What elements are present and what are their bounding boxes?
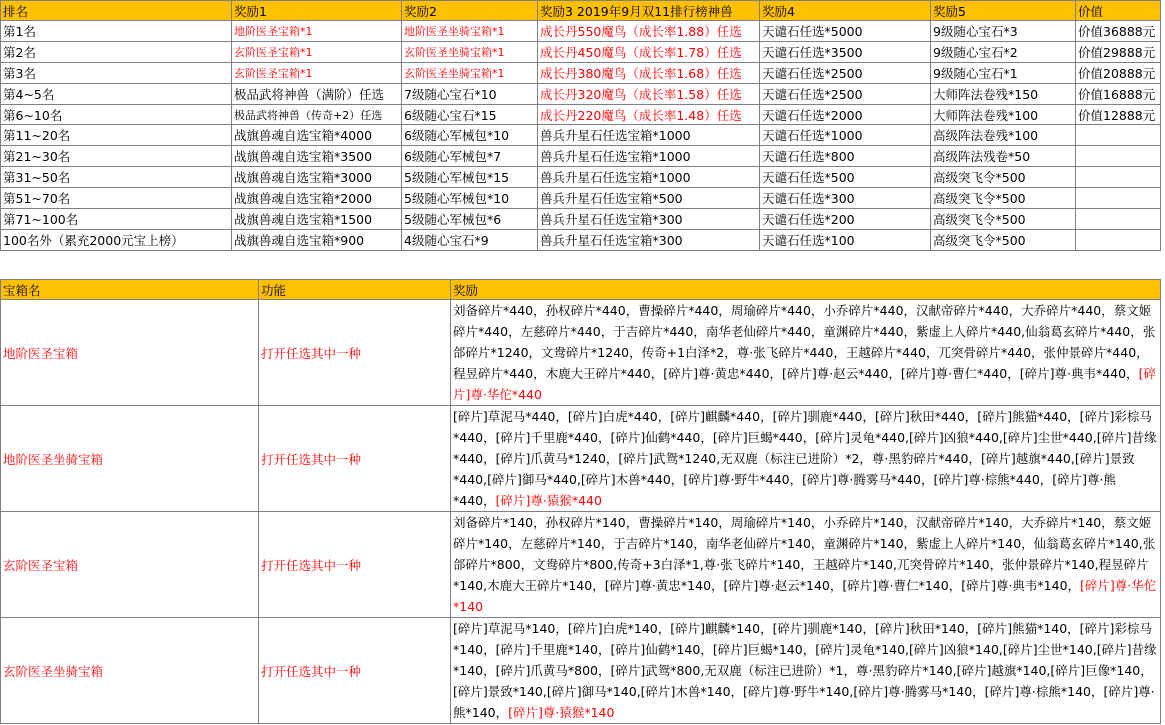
- rank-cell: 第2名: [1, 41, 232, 62]
- table-row: [1, 188, 1161, 209]
- value-cell: 价值16888元: [1076, 83, 1161, 104]
- header-reward3: 奖励3 2019年9月双11排行榜神兽: [538, 1, 760, 21]
- reward-text: 刘备碎片*140，孙权碎片*140，曹操碎片*140，周瑜碎片*140，小乔碎片*140，汉献帝碎片*140，大乔碎片*140，蔡文姬碎片*140，左慈碎片*140，于吉碎片*140，南华老仙碎片*140，童渊碎片*140，紫虚上人碎片*140，仙翁葛玄碎片*140,张郃碎片*800，文鸯碎片*800,传奇+3白泽*1,尊·张飞碎片*140，王越碎片*140,兀突骨碎片*140，张仲景碎片*140,程昱碎片*140,木鹿大王碎片*140，[碎片]尊·黄忠*140，[碎片]尊·赵云*140，[碎片]尊·曹仁*140，[碎片]尊·典韦*140，: [453, 515, 1156, 593]
- table-row: [1, 146, 1161, 167]
- value-cell: [1076, 146, 1161, 167]
- reward4-cell: 天谴石任选*500: [760, 167, 931, 188]
- reward3-cell: 兽兵升星石任选宝箱*1000: [538, 167, 760, 188]
- value-cell: [1076, 229, 1161, 250]
- table-row: [1, 125, 1161, 146]
- box-function-cell: 打开任选其中一种: [259, 512, 451, 618]
- rank-cell: 第4~5名: [1, 83, 232, 104]
- reward2-cell: 6级随心宝石*15: [402, 104, 538, 125]
- reward2-cell: 玄阶医圣坐骑宝箱*1: [402, 62, 538, 83]
- reward-text: [碎片]草泥马*440，[碎片]白虎*440，[碎片]麒麟*440，[碎片]驯鹿*440，[碎片]秋田*440，[碎片]熊猫*440，[碎片]彩棕马*440，[碎片]千里鹿*440，[碎片]仙鹤*440，[碎片]巨蝎*440，[碎片]灵龟*440,[碎片]凶狼*440,[碎片]尘世*440,[碎片]昔缘*440，[碎片]爪黄马*1240，[碎片]武鸳*1240,无双鹿（标注已进阶）*2，尊·黑豹碎片*440，[碎片]越旗*440,[碎片]景致*440,[碎片]御马*440,[碎片]木兽*440，[碎片]尊·野牛*440，[碎片]尊·腾雾马*440，[碎片]尊·棕熊*440，[碎片]尊·熊*440，: [453, 409, 1157, 508]
- reward5-cell: 高级突飞令*500: [931, 188, 1076, 209]
- table-row: [1, 512, 1161, 618]
- reward2-cell: 5级随心军械包*6: [402, 209, 538, 230]
- reward5-cell: 9级随心宝石*3: [931, 21, 1076, 42]
- reward2-cell: 6级随心军械包*7: [402, 146, 538, 167]
- value-cell: [1076, 125, 1161, 146]
- reward3-cell: 兽兵升星石任选宝箱*300: [538, 209, 760, 230]
- reward2-cell: 6级随心军械包*10: [402, 125, 538, 146]
- reward4-cell: 天谴石任选*3500: [760, 41, 931, 62]
- value-cell: 价值36888元: [1076, 21, 1161, 42]
- reward5-cell: 高级突飞令*500: [931, 229, 1076, 250]
- reward5-cell: 大师阵法卷残*100: [931, 104, 1076, 125]
- reward2-cell: 5级随心军械包*10: [402, 188, 538, 209]
- reward1-cell: 玄阶医圣宝箱*1: [232, 62, 402, 83]
- box-reward-cell: [451, 406, 1161, 512]
- box-function-cell: 打开任选其中一种: [259, 618, 451, 724]
- treasure-box-table: [0, 279, 1161, 724]
- reward1-cell: 战旗兽魂自选宝箱*1500: [232, 209, 402, 230]
- table-row: [1, 104, 1161, 125]
- table-row: [1, 62, 1161, 83]
- reward3-cell: 成长丹450魔鸟（成长率1.78）任选: [538, 41, 760, 62]
- reward2-cell: 地阶医圣坐骑宝箱*1: [402, 21, 538, 42]
- reward4-cell: 天谴石任选*100: [760, 229, 931, 250]
- header-reward1: 奖励1: [232, 1, 402, 21]
- reward-highlight: [碎片]尊·华佗*440: [453, 366, 1156, 402]
- value-cell: 价值12888元: [1076, 104, 1161, 125]
- reward2-cell: 5级随心军械包*15: [402, 167, 538, 188]
- reward2-cell: 7级随心宝石*10: [402, 83, 538, 104]
- table-row: [1, 21, 1161, 42]
- reward4-cell: 天谴石任选*5000: [760, 21, 931, 42]
- reward4-cell: 天谴石任选*800: [760, 146, 931, 167]
- box-function-cell: 打开任选其中一种: [259, 406, 451, 512]
- reward2-cell: 玄阶医圣坐骑宝箱*1: [402, 41, 538, 62]
- rank-cell: 第51~70名: [1, 188, 232, 209]
- header-reward2: 奖励2: [402, 1, 538, 21]
- rank-cell: 第11~20名: [1, 125, 232, 146]
- reward3-cell: 兽兵升星石任选宝箱*500: [538, 188, 760, 209]
- value-cell: [1076, 188, 1161, 209]
- reward4-cell: 天谴石任选*1000: [760, 125, 931, 146]
- table-row: [1, 41, 1161, 62]
- header-reward5: 奖励5: [931, 1, 1076, 21]
- reward3-cell: 兽兵升星石任选宝箱*1000: [538, 146, 760, 167]
- reward5-cell: 高级阵法卷残*100: [931, 125, 1076, 146]
- value-cell: [1076, 209, 1161, 230]
- reward-highlight: [碎片]尊·猿猴*140: [508, 705, 615, 720]
- rank-cell: 第71~100名: [1, 209, 232, 230]
- table-row: [1, 167, 1161, 188]
- reward1-cell: 极品武将神兽（满阶）任选: [232, 83, 402, 104]
- reward-text: [碎片]草泥马*140，[碎片]白虎*140，[碎片]麒麟*140，[碎片]驯鹿*140，[碎片]秋田*140，[碎片]熊猫*140，[碎片]彩棕马*140，[碎片]千里鹿*140，[碎片]仙鹤*140，[碎片]巨蝎*140，[碎片]灵龟*140,[碎片]凶狼*140,[碎片]尘世*140,[碎片]昔缘*140，[碎片]爪黄马*800，[碎片]武鸳*800,无双鹿（标注已进阶）*1，尊·黑豹碎片*140,[碎片]越旗*140,[碎片]巨像*140，[碎片]景致*140,[碎片]御马*140,[碎片]木兽*140，[碎片]尊·野牛*140,[碎片]尊·腾雾马*140，[碎片]尊·棕熊*140，[碎片]尊·熊*140，: [453, 621, 1157, 720]
- reward3-cell: 成长丹380魔鸟（成长率1.68）任选: [538, 62, 760, 83]
- reward-text: 刘备碎片*440，孙权碎片*440，曹操碎片*440，周瑜碎片*440，小乔碎片*440，汉献帝碎片*440，大乔碎片*440，蔡文姬碎片*440，左慈碎片*440，于吉碎片*440，南华老仙碎片*440，童渊碎片*440，紫虚上人碎片*440,仙翁葛玄碎片*440，张郃碎片*1240，文鸯碎片*1240，传奇+1白泽*2，尊·张飞碎片*440，王越碎片*440，兀突骨碎片*440，张仲景碎片*440，程昱碎片*440，木鹿大王碎片*440，[碎片]尊·黄忠*440，[碎片]尊·赵云*440，[碎片]尊·曹仁*440，[碎片]尊·典韦*440，: [453, 303, 1156, 381]
- rank-cell: 第31~50名: [1, 167, 232, 188]
- header-function: 功能: [259, 280, 451, 300]
- value-cell: 价值20888元: [1076, 62, 1161, 83]
- box-reward-cell: [451, 618, 1161, 724]
- rank-cell: 第21~30名: [1, 146, 232, 167]
- reward2-cell: 4级随心宝石*9: [402, 229, 538, 250]
- table-row: [1, 229, 1161, 250]
- reward3-cell: 兽兵升星石任选宝箱*1000: [538, 125, 760, 146]
- reward4-cell: 天谴石任选*200: [760, 209, 931, 230]
- reward4-cell: 天谴石任选*300: [760, 188, 931, 209]
- reward4-cell: 天谴石任选*2500: [760, 62, 931, 83]
- box-name-cell: 地阶医圣坐骑宝箱: [1, 406, 259, 512]
- table-row: [1, 300, 1161, 406]
- reward1-cell: 地阶医圣宝箱*1: [232, 21, 402, 42]
- reward-highlight: [碎片]尊·猿猴*440: [495, 493, 602, 508]
- reward4-cell: 天谴石任选*2000: [760, 104, 931, 125]
- rank-reward-table: [0, 0, 1161, 251]
- box-name-cell: 玄阶医圣宝箱: [1, 512, 259, 618]
- table-row: [1, 83, 1161, 104]
- header-value: 价值: [1076, 1, 1161, 21]
- reward3-cell: 兽兵升星石任选宝箱*300: [538, 229, 760, 250]
- box-reward-cell: [451, 300, 1161, 406]
- rank-cell: 第1名: [1, 21, 232, 42]
- reward5-cell: 高级突飞令*500: [931, 209, 1076, 230]
- box-header-row: [1, 280, 1161, 300]
- rank-cell: 第6~10名: [1, 104, 232, 125]
- reward5-cell: 大师阵法卷残*150: [931, 83, 1076, 104]
- box-name-cell: 玄阶医圣坐骑宝箱: [1, 618, 259, 724]
- box-name-cell: 地阶医圣宝箱: [1, 300, 259, 406]
- reward1-cell: 战旗兽魂自选宝箱*4000: [232, 125, 402, 146]
- header-reward4: 奖励4: [760, 1, 931, 21]
- table-row: [1, 406, 1161, 512]
- reward3-cell: 成长丹320魔鸟（成长率1.58）任选: [538, 83, 760, 104]
- reward5-cell: 9级随心宝石*1: [931, 62, 1076, 83]
- reward1-cell: 极品武将神兽（传奇+2）任选: [232, 104, 402, 125]
- box-reward-cell: [451, 512, 1161, 618]
- header-reward: 奖励: [451, 280, 1161, 300]
- reward5-cell: 9级随心宝石*2: [931, 41, 1076, 62]
- value-cell: 价值29888元: [1076, 41, 1161, 62]
- header-box-name: 宝箱名: [1, 280, 259, 300]
- reward1-cell: 玄阶医圣宝箱*1: [232, 41, 402, 62]
- reward1-cell: 战旗兽魂自选宝箱*3000: [232, 167, 402, 188]
- reward1-cell: 战旗兽魂自选宝箱*900: [232, 229, 402, 250]
- reward3-cell: 成长丹550魔鸟（成长率1.88）任选: [538, 21, 760, 42]
- reward1-cell: 战旗兽魂自选宝箱*3500: [232, 146, 402, 167]
- rank-cell: 100名外（累充2000元宝上榜）: [1, 229, 232, 250]
- reward3-cell: 成长丹220魔鸟（成长率1.48）任选: [538, 104, 760, 125]
- reward4-cell: 天谴石任选*2500: [760, 83, 931, 104]
- reward1-cell: 战旗兽魂自选宝箱*2000: [232, 188, 402, 209]
- rank-header-row: [1, 1, 1161, 21]
- header-rank: 排名: [1, 1, 232, 21]
- table-row: [1, 209, 1161, 230]
- box-function-cell: 打开任选其中一种: [259, 300, 451, 406]
- reward-highlight: [碎片]尊·华佗*140: [453, 578, 1157, 614]
- rank-cell: 第3名: [1, 62, 232, 83]
- table-row: [1, 618, 1161, 724]
- reward5-cell: 高级突飞令*500: [931, 167, 1076, 188]
- value-cell: [1076, 167, 1161, 188]
- reward5-cell: 高级阵法残卷*50: [931, 146, 1076, 167]
